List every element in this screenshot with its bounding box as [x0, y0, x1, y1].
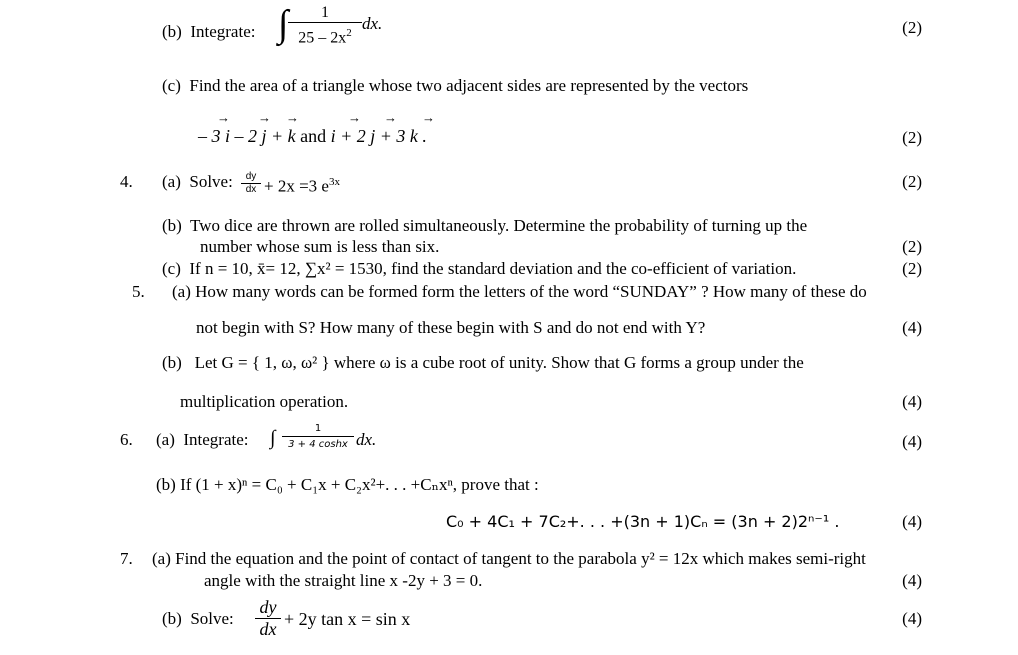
- q7a-label: (a): [152, 549, 171, 568]
- integral-sign-icon: ∫: [270, 427, 276, 449]
- q5b-text-2: multiplication operation.: [180, 392, 349, 411]
- q4a-fraction: [241, 171, 261, 196]
- q5a-line1: [172, 282, 867, 302]
- q4a-numerator: dy: [245, 171, 257, 182]
- q5b-marks: (4): [902, 392, 922, 411]
- q3b-line: [162, 22, 255, 42]
- q4b-text-2: number whose sum is less than six.: [200, 237, 440, 256]
- q7b-denominator: dx: [255, 618, 281, 640]
- q6a-line: [156, 430, 249, 450]
- q6a-denominator: 3 + 4 coshx: [282, 436, 354, 452]
- q6a-marks: (4): [902, 432, 922, 451]
- q4a-text: Solve:: [189, 172, 233, 191]
- q4-number: 4.: [120, 172, 133, 191]
- q7a-text-2: angle with the straight line x -2y + 3 = 0.: [204, 571, 483, 590]
- q5b-label: (b): [162, 353, 182, 372]
- q4c-marks: (2): [902, 259, 922, 278]
- q4b-label: (b): [162, 216, 182, 235]
- q4c-line: [162, 259, 796, 279]
- q4a-line: [162, 172, 233, 192]
- q5-number: 5.: [132, 282, 145, 301]
- q5b-text-1: Let G = { 1, ω, ω² } where ω is a cube root of unity. Show that G forms a group under the: [194, 353, 804, 372]
- q6-number: 6.: [120, 430, 133, 449]
- q6b-formula: C₀ + 4C₁ + 7C₂+. . . +(3n + 1)Cₙ = (3n + 2)2ⁿ⁻¹ .: [446, 512, 840, 531]
- q7b-line: [162, 609, 234, 629]
- q3c-vector-2: i + 2 j + 3 k .: [330, 126, 427, 146]
- q7b-equation: + 2y tan x = sin x: [284, 609, 411, 629]
- q6b-text: If (1 + x)ⁿ = C₀ + C₁x + C₂x²+. . . +Cₙxⁿ, prove that :: [180, 475, 539, 494]
- q3c-vector-1: – 3 i – 2 j + k: [198, 126, 296, 146]
- q4a-marks: (2): [902, 172, 922, 191]
- q6b-line: [156, 475, 539, 495]
- q3c-and: and: [300, 126, 327, 146]
- q7b-marks: (4): [902, 609, 922, 628]
- q3c-marks: (2): [902, 128, 922, 147]
- q3b-text: Integrate:: [190, 22, 256, 41]
- q7a-line1: [152, 549, 866, 569]
- q6a-text: Integrate:: [183, 430, 249, 449]
- q3b-numerator: 1: [321, 4, 329, 21]
- q4b-text-1: Two dice are thrown are rolled simultaneously. Determine the probability of turning up the: [190, 216, 808, 235]
- q6a-label: (a): [156, 430, 175, 449]
- integral-sign-icon: ∫: [278, 3, 289, 45]
- q7b-label: (b): [162, 609, 182, 628]
- q3b-fraction: [288, 4, 362, 47]
- q6a-numerator: 1: [314, 423, 322, 434]
- q5a-text-2: not begin with S? How many of these begin with S and do not end with Y?: [196, 318, 706, 337]
- q7a-marks: (4): [902, 571, 922, 590]
- q4a-label: (a): [162, 172, 181, 191]
- q6a-dx: dx.: [356, 430, 377, 449]
- q7b-numerator: dy: [259, 597, 277, 617]
- q7a-text-1: Find the equation and the point of contact of tangent to the parabola y² = 12x which makes semi-right: [175, 549, 866, 568]
- q5b-line1: [162, 353, 804, 373]
- q5a-text-1: How many words can be formed form the letters of the word “SUNDAY” ? How many of these do: [195, 282, 867, 301]
- q4b-line1: [162, 216, 807, 236]
- q4b-marks: (2): [902, 237, 922, 256]
- q3c-text: Find the area of a triangle whose two adjacent sides are represented by the vectors: [189, 76, 749, 95]
- q3c-vectors: [198, 126, 427, 146]
- q3c-label: (c): [162, 76, 181, 95]
- q6b-marks: (4): [902, 512, 922, 531]
- q7b-fraction: [255, 597, 281, 640]
- q4c-label: (c): [162, 259, 181, 278]
- q3b-denominator: $25 - 2x^2$: [288, 22, 362, 47]
- q4a-denominator: dx: [241, 183, 261, 196]
- q4c-text: If n = 10, x̄= 12, ∑x² = 1530, find the standard deviation and the co-efficient of variation.: [189, 259, 797, 278]
- q7-number: 7.: [120, 549, 133, 568]
- q4a-equation: + 2x =3 $e^{3x}$: [264, 176, 340, 196]
- q3b-label: (b): [162, 22, 182, 41]
- q7b-text: Solve:: [190, 609, 234, 628]
- q5a-label: (a): [172, 282, 191, 301]
- q3b-marks: (2): [902, 18, 922, 37]
- q3b-dx: dx.: [362, 14, 383, 33]
- q6b-label: (b): [156, 475, 176, 494]
- q5a-marks: (4): [902, 318, 922, 337]
- q6a-fraction: [282, 421, 354, 452]
- q3c-line: [162, 76, 748, 96]
